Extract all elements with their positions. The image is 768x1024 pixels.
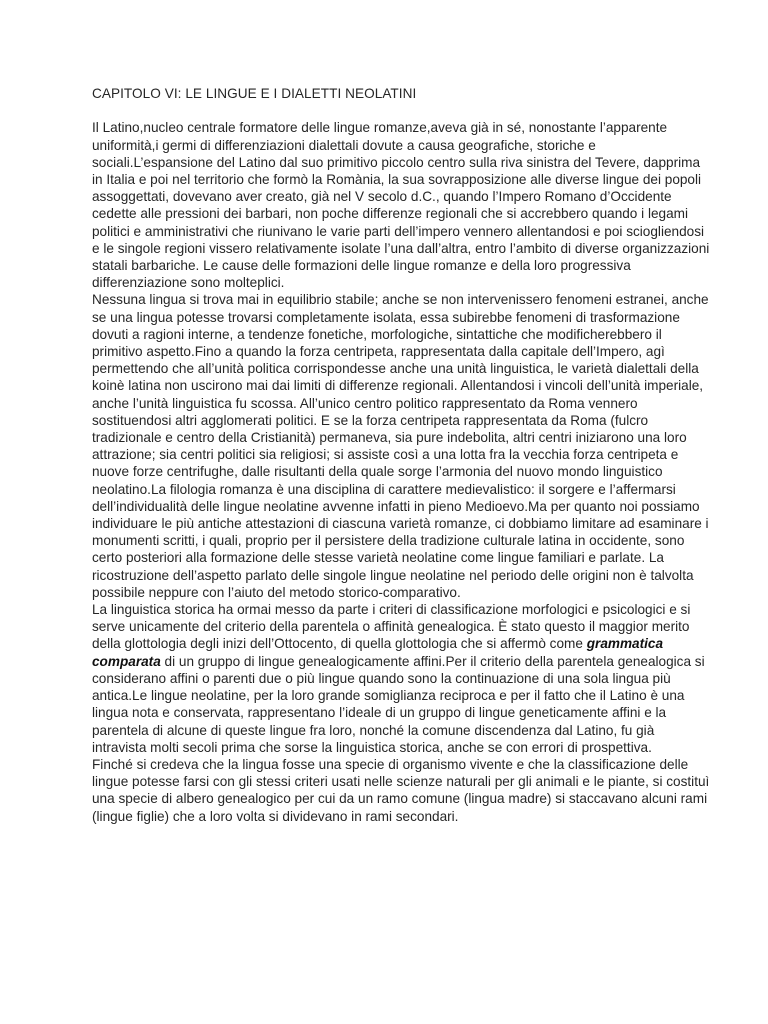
paragraph-1: Il Latino,nucleo centrale formatore delle lingue romanze,aveva già in sé, nonostante l’apparente uniformità,i germi di differenziazioni dialettali dovute a causa geografiche, storiche e sociali.L’espansione del Latino dal suo primitivo piccolo centro sulla riva sinistra del Tevere, dapprima in Italia e poi nel territorio che formò la Romània, la sua sovrapposizione alle diverse lingue dei popoli assoggettati, dovevano aver creato, già nel V secolo d.C., quando l’Impero Romano d’Occidente cedette alle pressioni dei barbari, non poche differenze regionali che si accrebbero quando i legami politici e amministrativi che riunivano le varie parti dell’impero vennero allentandosi e poi sciogliendosi e le singole regioni vissero relativamente isolate l’una dall’altra, entro l’ambito di diverse organizzazioni statali barbariche. Le cause delle formazioni delle lingue romanze e della loro progressiva differenziazione sono molteplici. [92,120,710,291]
paragraph-2: Nessuna lingua si trova mai in equilibrio stabile; anche se non intervenissero fenomeni estranei, anche se una lingua potesse trovarsi completamente isolata, essa subirebbe fenomeni di trasformazione dovuti a ragioni interne, a tendenze fonetiche, morfologiche, sintattiche che modificherebbero il primitivo aspetto.Fino a quando la forza centripeta, rappresentata dalla capitale dell’Impero, agì permettendo che all’unità politica corrispondesse anche una unità linguistica, le varietà dialettali della koinè latina non uscirono mai dai limiti di differenze regionali. Allentandosi i vincoli dell’unità imperiale, anche l’unità linguistica fu scossa. All’unico centro politico rappresentato da Roma vennero sostituendosi altri agglomerati politici. E se la forza centripeta rappresentata da Roma (fulcro tradizionale e centro della Cristianità) permaneva, sia pure indebolita, altri centri iniziarono una loro attrazione; sia centri politici sia religiosi; si assiste così a una lotta fra la vecchia forza centripeta e nuove forze centrifughe, dalle risultanti della quale sorge l’armonia del nuovo mondo linguistico neolatino.La filologia romanza è una disciplina di carattere medievalistico: il sorgere e l’affermarsi dell’individualità delle lingue neolatine avvenne infatti in pieno Medioevo.Ma per quanto noi possiamo individuare le più antiche attestazioni di ciascuna varietà romanze, ci dobbiamo limitare ad esaminare i monumenti scritti, i quali, proprio per il persistere della tradizione culturale latina in occidente, sono certo posteriori alla formazione delle stesse varietà neolatine come lingue familiari e parlate. La ricostruzione dell’aspetto parlato delle singole lingue neolatine nel periodo delle origini non è talvolta possibile neppure con l’aiuto del metodo storico-comparativo. [92,292,709,600]
paragraph-3-text-before: La linguistica storica ha ormai messo da parte i criteri di classificazione morfologici e psicologici e si serve unicamente del criterio della parentela o affinità genealogica. È stato questo il maggior merito della glottologia degli inizi dell’Ottocento, di quella glottologia che si affermò come [92,602,691,652]
paragraph-3 [92,601,712,756]
chapter-title: CAPITOLO VI: LE LINGUE E I DIALETTI NEOLATINI [92,86,417,101]
emphasized-term: grammatica comparata [92,636,664,669]
document-page [92,85,712,825]
paragraph-4: Finché si credeva che la lingua fosse una specie di organismo vivente e che la classificazione delle lingue potesse farsi con gli stessi criteri usati nelle scienze naturali per gli animali e le piante, si costituì una specie di albero genealogico per cui da un ramo comune (lingua madre) si staccavano alcuni rami (lingue figlie) che a loro volta si dividevano in rami secondari. [92,756,710,824]
paragraph-3-text-after: di un gruppo di lingue genealogicamente affini.Per il criterio della parentela genealogica si considerano affini o parenti due o più lingue quando sono la continuazione di una sola lingua più antica.Le lingue neolatine, per la loro grande somiglianza reciproca e per il fatto che il Latino è una lingua nota e conservata, rappresentano l’ideale di un gruppo di lingue geneticamente affini e la parentela di alcune di queste lingue fra loro, nonché la comune discendenza dal Latino, fu già intravista molti secoli prima che sorse la linguistica storica, anche se con errori di prospettiva. [92,653,705,755]
